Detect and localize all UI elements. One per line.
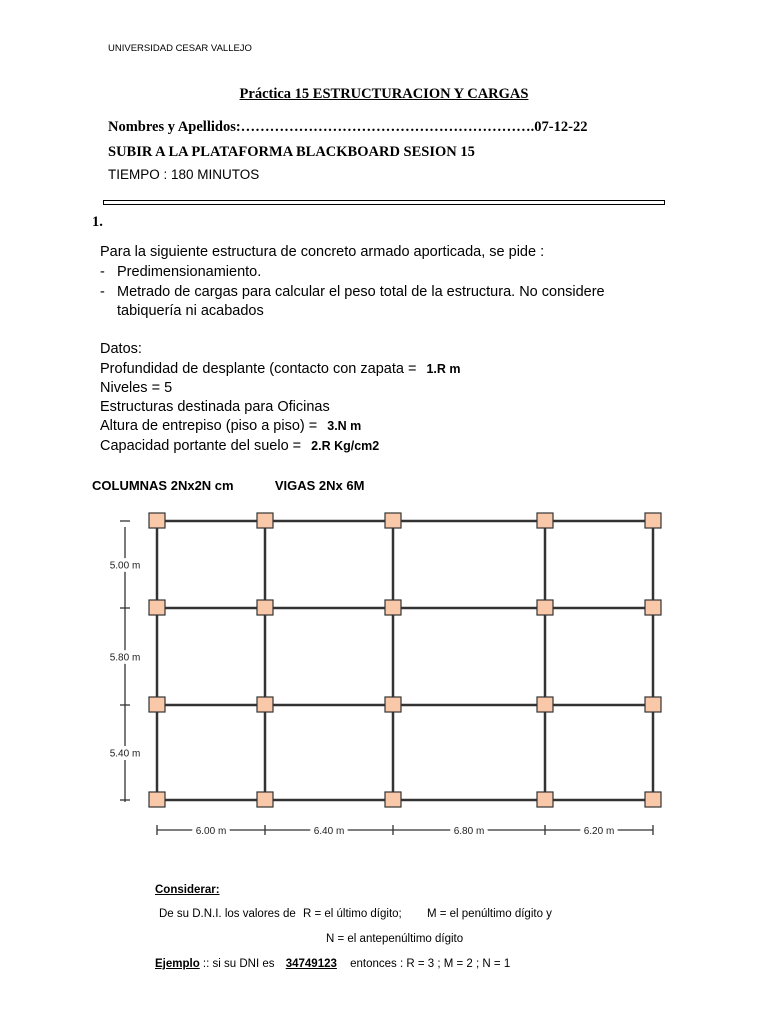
bullet-text: Predimensionamiento. bbox=[117, 264, 262, 280]
capacity-value: 2.R Kg/cm2 bbox=[311, 439, 380, 453]
question-intro: Para la siguiente estructura de concreto armado aporticada, se pide : bbox=[100, 244, 545, 260]
depth-value: 1.R m bbox=[426, 362, 461, 376]
consider-line-1 bbox=[159, 908, 552, 920]
example-result: entonces : R = 3 ; M = 2 ; N = 1 bbox=[350, 958, 511, 970]
column-dimension-label: 6.40 m bbox=[313, 826, 345, 837]
r-definition: R = el último dígito; bbox=[302, 908, 402, 920]
column-square bbox=[149, 513, 165, 528]
column-dimension-label: 6.80 m bbox=[453, 826, 485, 837]
bullet-dash: - bbox=[100, 264, 105, 280]
page-title: Práctica 15 ESTRUCTURACION Y CARGAS bbox=[239, 86, 529, 102]
column-square bbox=[385, 697, 401, 712]
column-square bbox=[257, 600, 273, 615]
m-definition: M = el penúltimo dígito y bbox=[426, 908, 552, 920]
column-dimension-label: 6.00 m bbox=[195, 826, 227, 837]
example-label: Ejemplo bbox=[155, 958, 200, 970]
column-square bbox=[537, 697, 553, 712]
names-line: Nombres y Apellidos:…………………………………………………….07-12-22 bbox=[108, 119, 588, 135]
example-dni: 34749123 bbox=[285, 958, 337, 970]
columns-size: COLUMNAS 2Nx2N cm bbox=[92, 478, 234, 493]
column-square bbox=[645, 600, 661, 615]
row-dimension-label: 5.40 m bbox=[109, 748, 141, 760]
upload-instruction: SUBIR A LA PLATAFORMA BLACKBOARD SESION 15 bbox=[108, 144, 475, 160]
column-square bbox=[385, 792, 401, 807]
row-dimension-label: 5.00 m bbox=[109, 560, 141, 572]
dni-intro: De su D.N.I. los valores de bbox=[159, 908, 296, 920]
levels-line: Niveles = 5 bbox=[100, 380, 173, 396]
depth-label: Profundidad de desplante (contacto con zapata = bbox=[100, 361, 417, 377]
column-square bbox=[645, 513, 661, 528]
time-limit: TIEMPO : 180 MINUTOS bbox=[108, 167, 260, 182]
column-square bbox=[537, 600, 553, 615]
column-square bbox=[257, 792, 273, 807]
example-line bbox=[155, 958, 510, 970]
n-definition: N = el antepenúltimo dígito bbox=[326, 933, 464, 945]
column-square bbox=[645, 792, 661, 807]
column-square bbox=[537, 792, 553, 807]
datos-title: Datos: bbox=[100, 341, 142, 357]
example-prefix: :: si su DNI es bbox=[199, 958, 275, 970]
question-number: 1. bbox=[92, 214, 103, 230]
column-square bbox=[385, 513, 401, 528]
row-dimension-label: 5.80 m bbox=[109, 652, 141, 664]
beams-size: VIGAS 2Nx 6M bbox=[274, 478, 365, 493]
column-square bbox=[149, 792, 165, 807]
height-label: Altura de entrepiso (piso a piso) = bbox=[100, 418, 318, 434]
column-square bbox=[257, 697, 273, 712]
bullet-dash: - bbox=[100, 284, 105, 300]
height-value: 3.N m bbox=[327, 419, 362, 433]
bullet-continuation: tabiquería ni acabados bbox=[117, 303, 264, 319]
column-square bbox=[149, 697, 165, 712]
column-dimensions bbox=[157, 825, 653, 837]
column-dimension-label: 6.20 m bbox=[583, 826, 615, 837]
column-square bbox=[645, 697, 661, 712]
column-square bbox=[149, 600, 165, 615]
use-line: Estructuras destinada para Oficinas bbox=[100, 399, 330, 415]
row-dimensions bbox=[110, 521, 141, 802]
column-square bbox=[385, 600, 401, 615]
plan-grid bbox=[157, 521, 653, 800]
consider-title: Considerar: bbox=[155, 884, 220, 896]
bullet-text: Metrado de cargas para calcular el peso total de la estructura. No considere bbox=[117, 284, 605, 300]
capacity-label: Capacidad portante del suelo = bbox=[100, 438, 302, 454]
university-name: UNIVERSIDAD CESAR VALLEJO bbox=[108, 43, 252, 54]
column-square bbox=[537, 513, 553, 528]
column-square bbox=[257, 513, 273, 528]
columns bbox=[149, 513, 661, 807]
